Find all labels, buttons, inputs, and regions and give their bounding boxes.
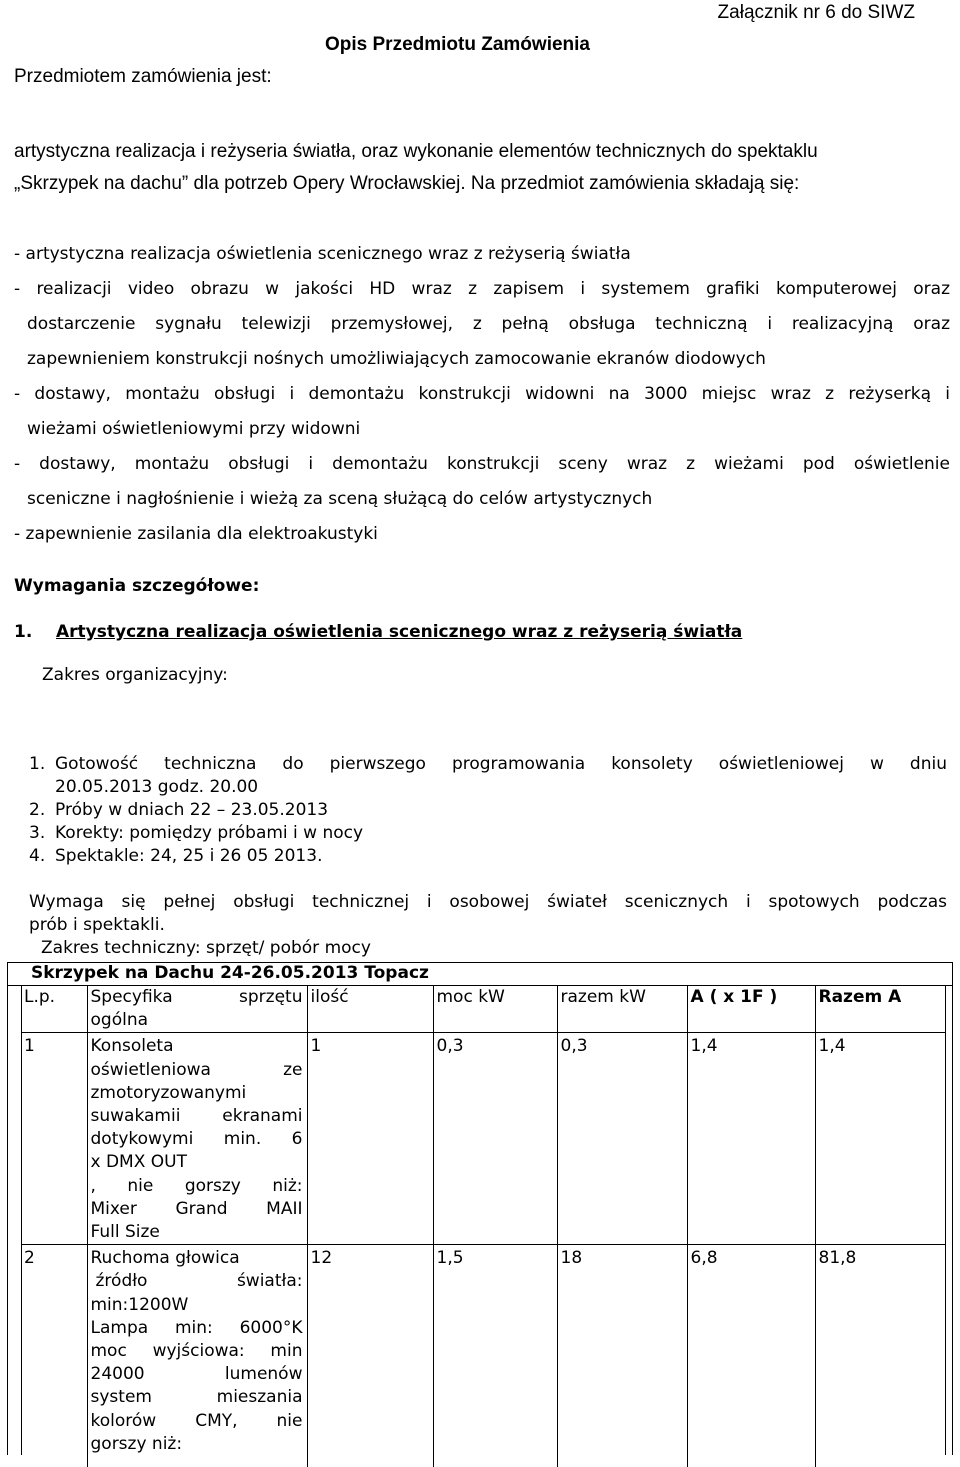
scope-item: zapewnieniem konstrukcji nośnych umożliwiających zamocowanie ekranów diodowych — [27, 349, 766, 369]
schedule-text: Korekty: pomiędzy próbami i w nocy — [55, 823, 364, 843]
cell-qty: 1 — [307, 1033, 433, 1245]
spec-line: zmotoryzowanymi — [90, 1082, 247, 1103]
schedule-list — [29, 753, 947, 868]
schedule-number: 2. — [29, 800, 46, 820]
spec-line: Mixer Grand MAII — [90, 1198, 303, 1219]
intro-line: artystyczna realizacja i reżyseria światła, oraz wykonanie elementów technicznych do spektaklu — [14, 141, 818, 162]
table-row — [21, 1245, 946, 1467]
cell-spec — [87, 1245, 307, 1467]
annex-label: Załącznik nr 6 do SIWZ — [717, 2, 915, 23]
header-power: moc kW — [433, 985, 557, 1033]
scope-item: - realizacji video obrazu w jakości HD wraz z zapisem i systemem grafiki komputerowej oraz — [14, 279, 950, 299]
spec-line: źródło światła: — [95, 1271, 303, 1292]
spec-line: , nie gorszy niż: — [90, 1175, 303, 1196]
cell-spec — [87, 1033, 307, 1245]
spec-line: Ruchoma głowica — [90, 1248, 240, 1269]
cell-power: 0,3 — [433, 1033, 557, 1245]
table-header-row — [21, 985, 946, 1033]
header-spec-line: ogólna — [90, 1010, 149, 1031]
spec-line: Lampa min: 6000°K — [90, 1317, 303, 1338]
subject-label: Przedmiotem zamówienia jest: — [14, 66, 272, 87]
scope-item: wieżami oświetleniowymi przy widowni — [27, 419, 361, 439]
schedule-item — [29, 753, 947, 799]
schedule-text: Spektakle: 24, 25 i 26 05 2013. — [55, 846, 323, 866]
spec-line: kolorów CMY, nie — [90, 1410, 303, 1431]
spec-line: system mieszania — [90, 1387, 303, 1408]
scope-item: - dostawy, montażu obsługi i demontażu konstrukcji widowni na 3000 miejsc wraz z reżyserką i — [14, 384, 950, 404]
scope-item: - dostawy, montażu obsługi i demontażu konstrukcji sceny wraz z wieżami pod oświetlenie — [14, 454, 950, 474]
spec-line: dotykowymi min. 6 — [90, 1129, 303, 1150]
section-title: Artystyczna realizacja oświetlenia scenicznego wraz z reżyserią światła — [56, 622, 743, 642]
schedule-item — [29, 799, 947, 822]
header-amp: A ( x 1F ) — [687, 985, 815, 1033]
cell-lp: 2 — [21, 1245, 87, 1467]
schedule-number: 1. — [29, 754, 46, 774]
header-spec-line: Specyfika sprzętu — [90, 987, 303, 1007]
requirement-line: prób i spektakli. — [29, 915, 165, 935]
cell-power: 1,5 — [433, 1245, 557, 1467]
spec-line: Full Size — [90, 1222, 160, 1243]
table-row — [21, 1033, 946, 1245]
spec-line: Konsoleta — [90, 1036, 174, 1057]
organizational-scope-label: Zakres organizacyjny: — [42, 665, 228, 685]
technical-scope-label: Zakres techniczny: sprzęt/ pobór mocy — [41, 938, 371, 958]
requirement-paragraph — [29, 891, 947, 937]
spec-line: moc wyjściowa: min — [90, 1341, 303, 1362]
scope-item: - zapewnienie zasilania dla elektroakustyki — [14, 524, 378, 544]
schedule-text: Gotowość techniczna do pierwszego programowania konsolety oświetleniowej w dniu — [55, 754, 947, 774]
scope-item: sceniczne i nagłośnienie i wieżą za sceną służącą do celów artystycznych — [27, 489, 653, 509]
spec-line: x DMX OUT — [90, 1152, 187, 1173]
cell-total-a: 81,8 — [818, 1248, 857, 1269]
spec-line: 24000 lumenów — [90, 1364, 303, 1385]
cell-lp: 1 — [21, 1033, 87, 1245]
header-total-kw: razem kW — [557, 985, 687, 1033]
cell-qty: 12 — [307, 1245, 433, 1467]
requirements-heading: Wymagania szczegółowe: — [14, 576, 260, 596]
spec-line: gorszy niż: — [90, 1433, 183, 1454]
cell-amp: 6,8 — [687, 1245, 815, 1467]
spec-line: oświetleniowa ze — [90, 1059, 303, 1080]
spec-line: min:1200W — [90, 1294, 189, 1315]
cell-amp: 1,4 — [687, 1033, 815, 1245]
header-qty: ilość — [307, 985, 433, 1033]
scope-item: - artystyczna realizacja oświetlenia scenicznego wraz z reżyserią światła — [14, 244, 631, 264]
intro-line: „Skrzypek na dachu” dla potrzeb Opery Wrocławskiej. Na przedmiot zamówienia składają się: — [14, 173, 800, 194]
equipment-table — [21, 985, 946, 1467]
cell-total-a: 1,4 — [815, 1033, 946, 1245]
intro-paragraph — [14, 136, 954, 200]
scope-list — [14, 237, 950, 552]
schedule-item — [29, 822, 947, 845]
header-lp: L.p. — [21, 985, 87, 1033]
schedule-item — [29, 845, 947, 868]
scope-item: dostarczenie sygnału telewizji przemysłowej, z pełną obsługa techniczną i realizacyjną oraz — [27, 314, 950, 334]
schedule-number: 4. — [29, 846, 46, 866]
section-number: 1. — [14, 622, 33, 642]
cell-total-kw: 18 — [557, 1245, 687, 1467]
header-total-a: Razem A — [815, 985, 946, 1033]
cell-total-kw: 0,3 — [557, 1033, 687, 1245]
document-title: Opis Przedmiotu Zamówienia — [325, 34, 590, 55]
spec-line: suwakamii ekranami — [90, 1106, 303, 1127]
table-title: Skrzypek na Dachu 24-26.05.2013 Topacz — [31, 963, 429, 983]
schedule-text: Próby w dniach 22 – 23.05.2013 — [55, 800, 329, 820]
schedule-number: 3. — [29, 823, 46, 843]
requirement-line: Wymaga się pełnej obsługi technicznej i osobowej świateł scenicznych i spotowych podczas — [29, 892, 947, 912]
header-spec — [87, 985, 307, 1033]
schedule-text: 20.05.2013 godz. 20.00 — [55, 777, 259, 797]
